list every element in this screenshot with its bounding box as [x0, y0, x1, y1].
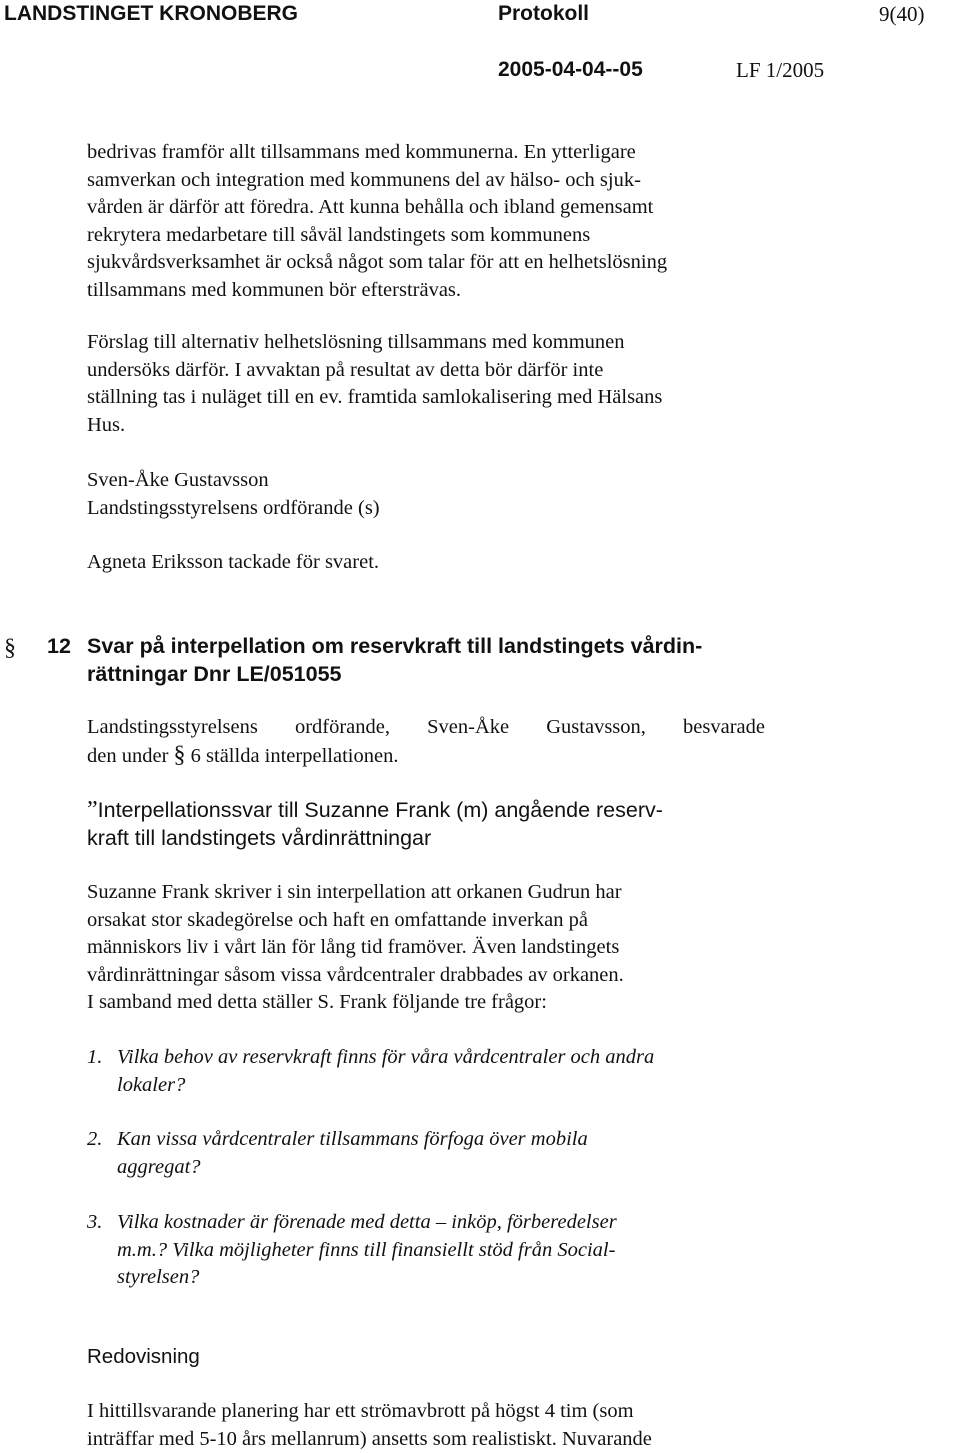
text-line: samverkan och integration med kommunens del av hälso- och sjuk- — [87, 168, 641, 191]
header-date: 2005-04-04--05 — [498, 58, 643, 81]
header-doc-type: Protokoll — [498, 2, 590, 25]
text-line: inträffar med 5-10 års mellanrum) ansetts som realistiskt. Nuvarande — [87, 1427, 652, 1450]
sub-title-line-2: kraft till landstingets vårdinrättningar — [87, 825, 432, 850]
sub-title — [87, 797, 663, 852]
paragraph-1 — [87, 139, 937, 305]
header-org: LANDSTINGET KRONOBERG — [4, 2, 298, 25]
section-symbol-inline: § — [173, 741, 186, 768]
question-number: 3. — [87, 1211, 103, 1233]
item-number: 12 — [47, 634, 71, 658]
text-line: tillsammans med kommunen bör eftersträvas. — [87, 278, 462, 301]
text-line: vårdinrättningar såsom vissa vårdcentraler drabbades av orkanen. — [87, 963, 624, 986]
question-1 — [117, 1044, 654, 1099]
item-title-line: Svar på interpellation om reservkraft till landstingets vårdin- — [87, 634, 703, 658]
intro-text-a: den under — [87, 744, 169, 767]
section-symbol: § — [4, 635, 16, 661]
item-title-line: rättningar Dnr LE/051055 — [87, 662, 342, 686]
question-2 — [117, 1126, 588, 1181]
text-line: Suzanne Frank skriver i sin interpellation att orkanen Gudrun har — [87, 881, 622, 903]
text-line: människors liv i vårt län för lång tid framöver. Även landstingets — [87, 936, 620, 959]
text-line: orsakat stor skadegörelse och haft en omfattande inverkan på — [87, 908, 588, 931]
item-body — [87, 879, 937, 1017]
paragraph-2 — [87, 329, 937, 439]
text-line: bedrivas framför allt tillsammans med kommunerna. En ytterligare — [87, 141, 636, 163]
thanks-text: Agneta Eriksson tackade för svaret. — [87, 551, 380, 573]
redovisning-body — [87, 1398, 937, 1453]
text-line: I samband med detta ställer S. Frank följande tre frågor: — [87, 991, 547, 1014]
header-ref: LF 1/2005 — [736, 58, 825, 82]
text-line: ställning tas i nuläget till en ev. framtida samlokalisering med Hälsans — [87, 386, 663, 409]
question-number: 2. — [87, 1128, 103, 1150]
question-line: lokaler? — [117, 1073, 186, 1096]
text-line: sjukvårdsverksamhet är också något som talar för att en helhetslösning — [87, 251, 668, 274]
intro-line: Landstingsstyrelsens ordförande, Sven-Åke Gustavsson, besvarade — [87, 716, 765, 738]
question-line: styrelsen? — [117, 1266, 200, 1289]
text-line: Hus. — [87, 413, 126, 436]
intro-text-b: 6 ställda interpellationen. — [190, 744, 399, 767]
question-line: Kan vissa vårdcentraler tillsammans förfoga över mobila — [117, 1128, 588, 1150]
signature-title: Landstingsstyrelsens ordförande (s) — [87, 496, 380, 519]
text-line: rekrytera medarbetare till såväl landstingets som kommunens — [87, 223, 591, 246]
redovisning-heading-text: Redovisning — [87, 1345, 200, 1368]
thanks-line — [87, 549, 937, 577]
question-number: 1. — [87, 1046, 103, 1068]
sub-title-text: Interpellationssvar till Suzanne Frank (m) angående reserv- — [97, 798, 663, 822]
item-title — [87, 632, 702, 688]
question-line: m.m.? Vilka möjligheter finns till finansiellt stöd från Social- — [117, 1238, 616, 1261]
text-line: undersöks därför. I avvaktan på resultat av detta bör därför inte — [87, 358, 604, 381]
sub-title-line-1 — [87, 797, 663, 825]
question-line: Vilka kostnader är förenade med detta – inköp, förberedelser — [117, 1211, 617, 1233]
text-line: I hittillsvarande planering har ett strömavbrott på högst 4 tim (som — [87, 1400, 634, 1422]
text-line: Förslag till alternativ helhetslösning tillsammans med kommunen — [87, 331, 625, 353]
redovisning-heading — [87, 1343, 200, 1371]
quote-mark: ” — [87, 797, 98, 823]
intro-line-2 — [87, 742, 937, 771]
question-line: Vilka behov av reservkraft finns för våra vårdcentraler och andra — [117, 1046, 655, 1068]
question-line: aggregat? — [117, 1155, 201, 1178]
header-page: 9(40) — [879, 2, 925, 26]
question-3 — [117, 1209, 617, 1292]
item-intro — [87, 714, 937, 770]
signature — [87, 467, 937, 522]
text-line: vården är därför att föredra. Att kunna behålla och ibland gemensamt — [87, 196, 654, 219]
signature-name: Sven-Åke Gustavsson — [87, 469, 269, 491]
